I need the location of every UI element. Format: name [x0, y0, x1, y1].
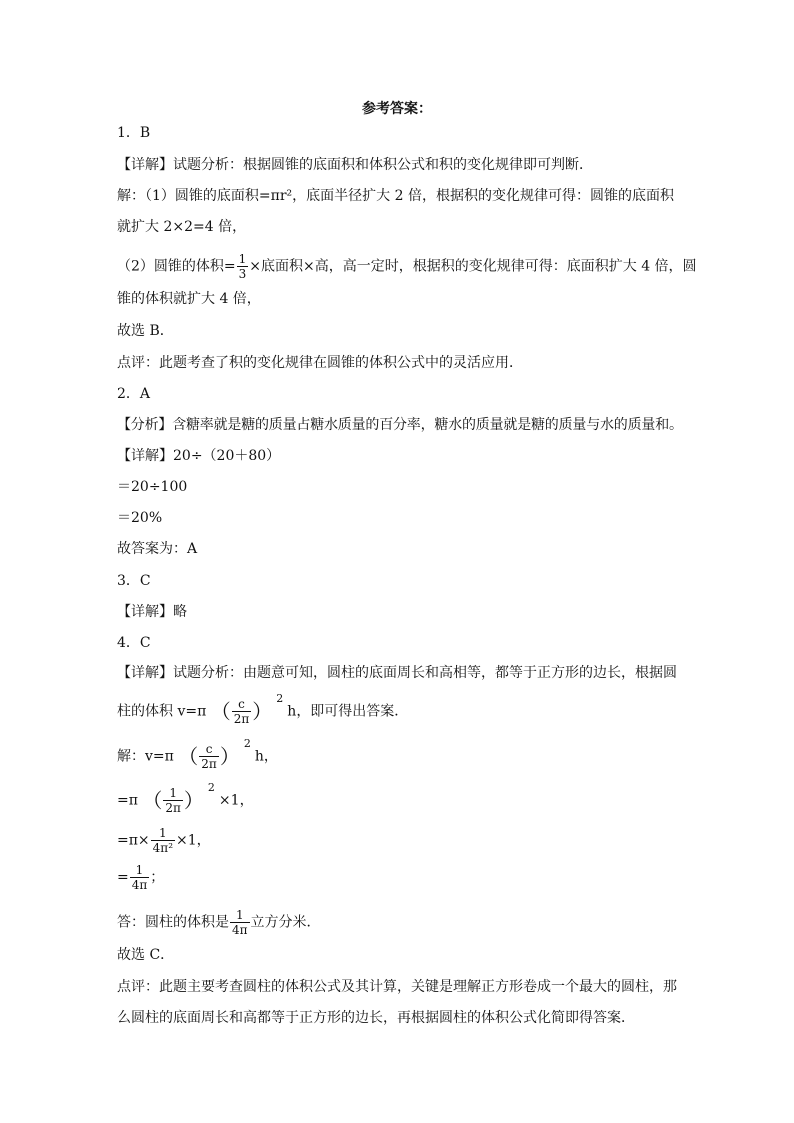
punctuation: ，	[263, 748, 278, 765]
fraction-numerator: c	[238, 697, 245, 711]
q4-step3-suffix: ×1，	[176, 832, 211, 849]
fraction-c-over-2pi	[232, 697, 252, 726]
fraction-one-third	[237, 252, 249, 281]
fraction-1-over-4pi	[230, 908, 250, 937]
q4-detail-formula-line	[117, 691, 409, 726]
q4-choice: 故选 C．	[117, 947, 175, 963]
q4-answer-statement	[117, 908, 321, 937]
q1-solution-part2-cont: 锥的体积就扩大 4 倍，	[117, 291, 261, 307]
height-variable: h	[287, 703, 297, 720]
q4-formula-prefix: 柱的体积 v=	[117, 703, 198, 720]
fraction-c-over-2pi	[199, 742, 219, 771]
right-paren: ）	[219, 744, 240, 769]
fraction-denominator: 2π	[165, 801, 181, 815]
answer-prefix: 答：圆柱的体积是	[117, 914, 229, 931]
q1-choice: 故选 B．	[117, 323, 174, 339]
q1-solution-line1: 解：（1）圆锥的底面积=πr²，底面半径扩大 2 倍，根据积的变化规律可得：圆锥的底面积	[117, 188, 674, 204]
q4-solution-prefix: 解：v=	[117, 748, 165, 765]
q4-step4	[117, 863, 164, 892]
q1-answer: 1．B	[117, 125, 151, 141]
times-one: ×1	[218, 792, 240, 809]
fraction-denominator: 2π	[233, 712, 250, 726]
q4-formula-suffix: ，即可得出答案．	[296, 703, 409, 720]
q4-answer: 4．C	[117, 635, 151, 651]
pi-symbol: π	[128, 792, 138, 809]
fraction-numerator: c	[205, 742, 213, 756]
fraction-denominator: 4π	[232, 923, 248, 937]
exponent: 2	[207, 780, 215, 794]
right-paren: ）	[183, 788, 204, 813]
fraction-numerator: 1	[135, 863, 144, 877]
fraction-denominator: 3	[238, 267, 247, 281]
q1-sol2-prefix: （2）圆锥的体积=	[117, 258, 236, 275]
fraction-1-over-4pi2	[151, 826, 175, 855]
fraction-numerator: 1	[159, 826, 167, 840]
q1-solution-line2: 就扩大 2×2=4 倍，	[117, 219, 247, 235]
q3-detail: 【详解】略	[117, 604, 187, 620]
fraction-1-over-2pi	[163, 786, 183, 815]
q2-step2: ＝20%	[117, 510, 163, 526]
left-paren: （	[142, 788, 163, 813]
q4-step2	[117, 780, 254, 815]
fraction-denominator: 2π	[201, 757, 217, 771]
answer-suffix: 立方分米．	[250, 914, 321, 931]
fraction-numerator: 1	[235, 908, 244, 922]
q1-sol2-suffix: ×底面积×高，高一定时，根据积的变化规律可得：底面积扩大 4 倍，圆	[249, 258, 697, 275]
q4-comment-line2: 么圆柱的底面周长和高都等于正方形的边长，再根据圆柱的体积公式化简即得答案．	[117, 1010, 635, 1026]
q2-analysis: 【分析】含糖率就是糖的质量占糖水质量的百分率，糖水的质量就是糖的质量与水的质量和。	[117, 417, 683, 433]
q2-final: 故答案为：A	[117, 541, 198, 557]
q1-detail: 【详解】试题分析：根据圆锥的底面积和体积公式和积的变化规律即可判断．	[117, 157, 593, 173]
exponent: 2	[276, 691, 284, 705]
q2-step1: ＝20÷100	[117, 479, 188, 495]
q4-step3	[117, 826, 211, 855]
q4-step3-prefix: =π×	[117, 832, 150, 849]
punctuation: ，	[239, 792, 254, 809]
exponent: 2	[243, 736, 251, 750]
right-paren: ）	[252, 699, 273, 724]
page-title: 参考答案：	[362, 101, 432, 117]
left-paren: （	[178, 744, 199, 769]
q3-answer: 3．C	[117, 573, 151, 589]
fraction-numerator: 1	[169, 786, 177, 800]
q1-solution-part2	[117, 252, 697, 281]
q4-comment-line1: 点评：此题主要考查圆柱的体积公式及其计算，关键是理解正方形卷成一个最大的圆柱，那	[117, 979, 677, 995]
fraction-numerator: 1	[238, 252, 247, 266]
equals-sign: =	[117, 792, 129, 809]
left-paren: （	[210, 699, 231, 724]
q4-detail-line1: 【详解】试题分析：由题意可知，圆柱的底面周长和高相等，都等于正方形的边长，根据圆	[117, 665, 677, 681]
fraction-denominator: 4π	[131, 878, 148, 892]
q1-comment: 点评：此题考查了积的变化规律在圆锥的体积公式中的灵活应用．	[117, 355, 523, 371]
pi-symbol: π	[197, 703, 207, 720]
equals-sign: =	[117, 869, 129, 886]
fraction-denominator: 4π²	[152, 841, 174, 855]
q2-answer: 2．A	[117, 386, 151, 402]
punctuation: ；	[150, 869, 165, 886]
pi-symbol: π	[164, 748, 174, 765]
q2-detail: 【详解】20÷（20＋80）	[117, 448, 281, 464]
fraction-1-over-4pi	[130, 863, 150, 892]
q4-solution-line	[117, 736, 278, 771]
height-variable: h	[254, 748, 264, 765]
